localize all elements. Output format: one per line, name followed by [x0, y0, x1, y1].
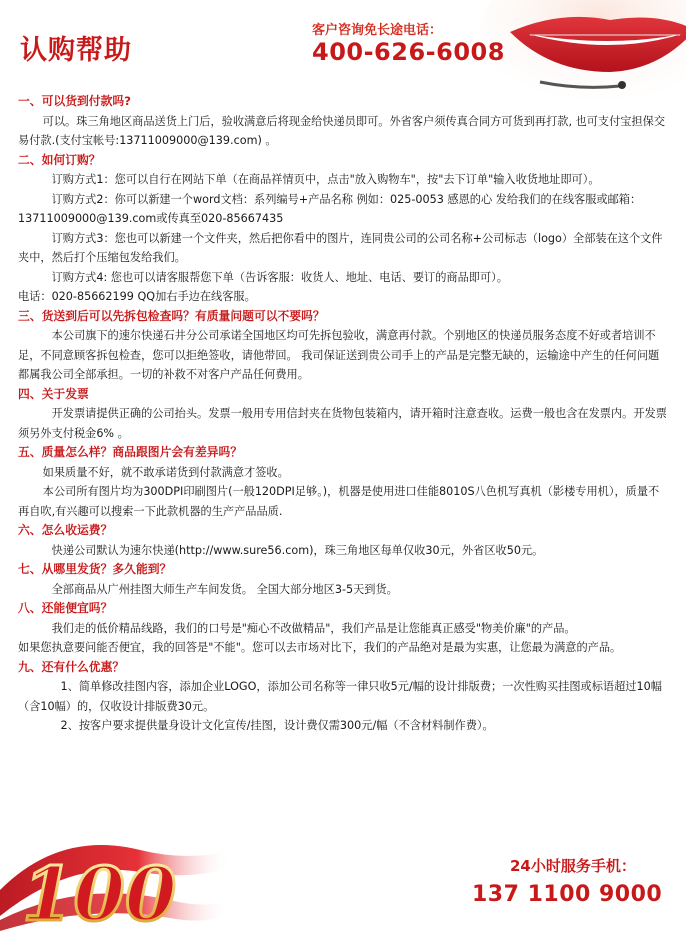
paragraph: 开发票请提供正确的公司抬头。发票一般用专用信封夹在货物包装箱内，请开箱时注意查收。运费一般也含在发票内。开发票须另外支付税金6% 。 [18, 407, 667, 440]
paragraph: 订购方式3：您也可以新建一个文件夹，然后把你看中的图片，连同贵公司的公司名称+公司标志（logo）全部装在这个文件夹中，然后打个压缩包发给我们。 [18, 231, 663, 264]
section-title-shipping-fee: 六、怎么收运费？ [18, 523, 113, 537]
page-title: 认购帮助 [20, 35, 132, 66]
section-title-invoice: 四、关于发票 [18, 386, 89, 401]
section-title-ship-from: 七、从哪里发货？多久能到？ [18, 562, 172, 576]
hotline-label: 客户咨询免长途电话： [312, 23, 443, 38]
section-title-cod: 一、可以货到付款吗? [18, 94, 132, 108]
section-title-discount: 八、还能便宜吗？ [18, 601, 113, 615]
paragraph: 快递公司默认为速尔快递(http://www.sure56.com)，珠三角地区每单仅收30元，外省区收50元。 [51, 543, 544, 557]
section-title-offers: 九、还有什么优惠？ [18, 659, 125, 674]
paragraph: 订购方式1：您可以自行在网站下单（在商品祥情页中，点击"放入购物车"，按"去下订单"输入收货地址即可）。 [51, 173, 600, 186]
help-content [18, 92, 668, 736]
100-ribbon-decoration [0, 820, 230, 931]
paragraph: 2、按客户要求提供量身设计文化宣传/挂图，设计费仅需300元/幅（不含材料制作费）。 [60, 719, 494, 732]
section-title-how-to-order: 二、如何订购？ [18, 152, 101, 167]
hotline-number: 400-626-6008 [312, 38, 505, 66]
paragraph: 如果质量不好，就不敢承诺货到付款满意才签收。 [42, 465, 289, 479]
section-title-quality: 五、质量怎么样？商品跟图片会有差异吗？ [18, 445, 243, 459]
service-phone-label: 24小时服务手机： [510, 857, 636, 875]
paragraph: 电话：020-85662199 QQ加右手边在线客服。 [18, 290, 256, 303]
paragraph: 订购方式2：你可以新建一个word文档：系列编号+产品名称 例如：025-0053 感恩的心 发给我们的在线客服或邮箱：13711009000@139.com或传真至020-85667435 [18, 192, 642, 225]
paragraph: 可以。珠三角地区商品送货上门后，验收满意后将现金给快递员即可。外省客户须传真合同方可货到再打款, 也可支付宝担保交易付款.(支付宝帐号:13711009000@139.com) 。 [18, 114, 666, 147]
service-phone-number: 137 1100 9000 [472, 882, 663, 907]
paragraph: 如果您执意要问能否便宜，我的回答是"不能"。您可以去市场对比下，我们的产品绝对是最为实惠，让您最为满意的产品。 [18, 641, 622, 654]
paragraph: 1、简单修改挂图内容，添加企业LOGO，添加公司名称等一律只收5元/幅的设计排版费；一次性购买挂图或标语超过10幅（含10幅）的，仅收设计排版费30元。 [18, 680, 662, 713]
paragraph: 订购方式4: 您也可以请客服帮您下单（告诉客服：收货人、地址、电话、要订的商品即可）。 [51, 270, 508, 284]
100-deco-text: 100 [22, 852, 177, 931]
paragraph: 我们走的低价精品线路，我们的口号是"痴心不改做精品"，我们产品是让您能真正感受"物美价廉"的产品。 [51, 621, 576, 635]
paragraph: 本公司所有图片均为300DPI印刷图片(一般120DPI足够。)，机器是使用进口佳能8010S八色机写真机（影楼专用机），质量不再自吹,有兴趣可以搜索一下此款机器的生产产品品质. [18, 485, 660, 518]
section-title-inspection: 三、货送到后可以先拆包检查吗？有质量问题可以不要吗？ [18, 308, 325, 323]
paragraph: 本公司旗下的速尔快递石井分公司承诺全国地区均可先拆包验收，满意再付款。个别地区的快递员服务态度不好或者培训不足，不同意顾客拆包检查，您可以拒绝签收，请他带回。 我司保证送到贵公司手上的产品是完整无缺的，运输途中产生的任何问题都属我公司全部承担。一切的补救不对客户产品任何费用。 [18, 329, 660, 381]
paragraph: 全部商品从广州挂图大师生产车间发货。 全国大部分地区3-5天到货。 [51, 582, 398, 596]
